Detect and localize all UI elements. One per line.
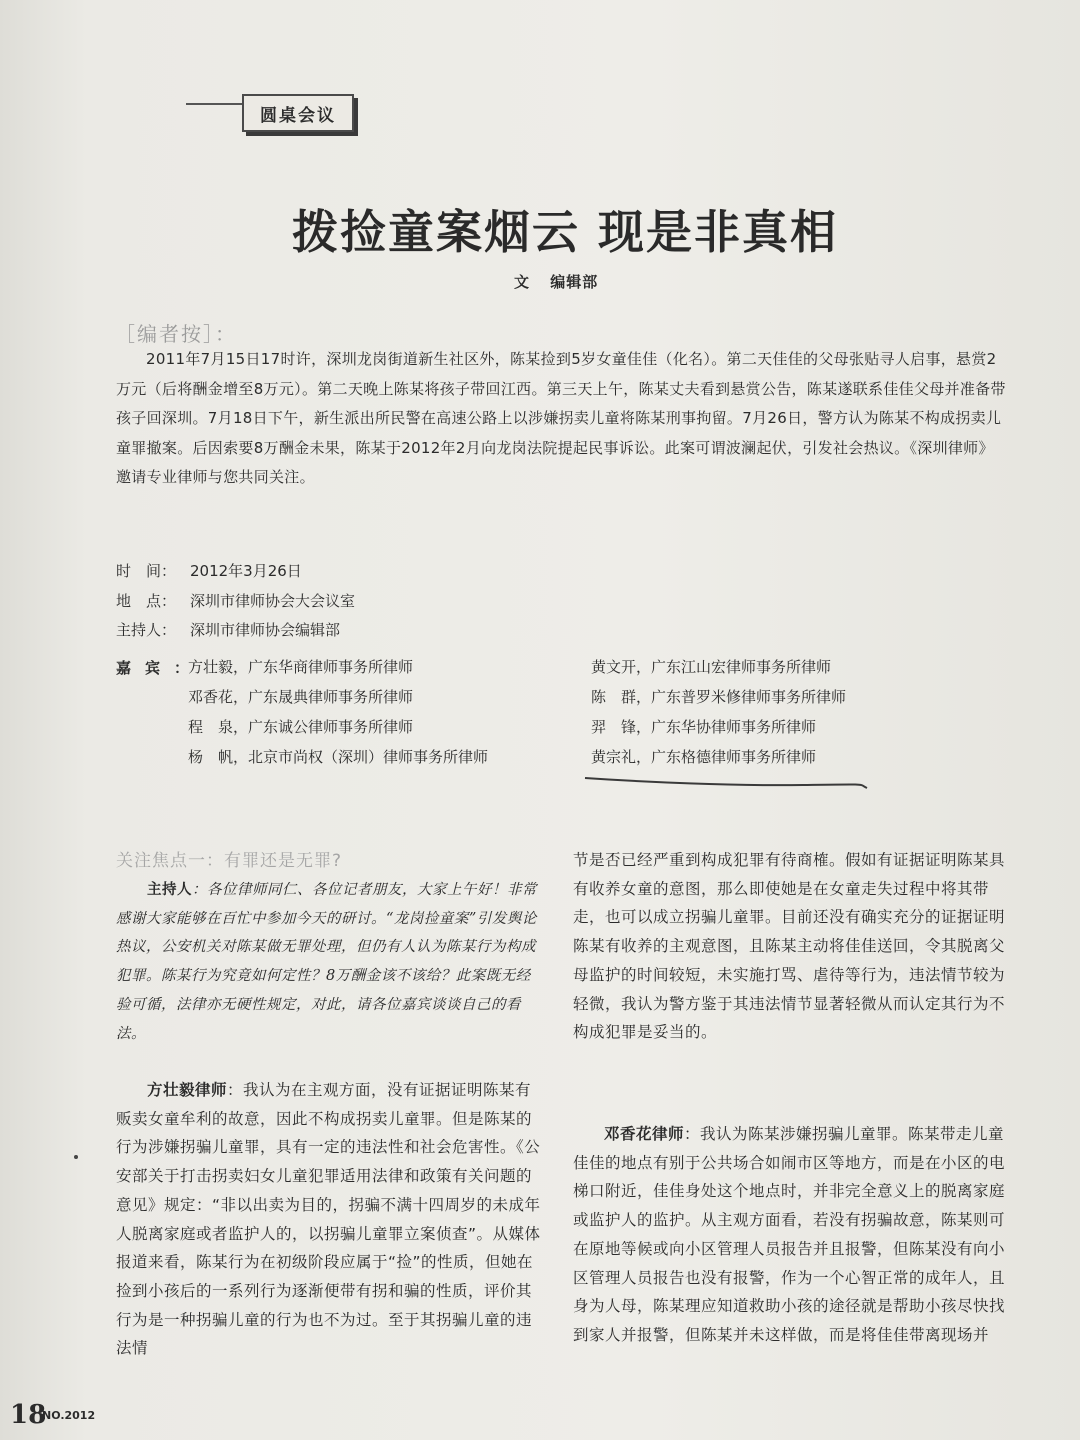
article-title: 拨捡童案烟云 现是非真相 — [291, 205, 838, 259]
guest-item: 羿 锋，广东华协律师事务所律师 — [591, 718, 817, 736]
section-tag: 圆桌会议 — [242, 94, 354, 132]
guest-item: 陈 群，广东普罗米修律师事务所律师 — [591, 688, 847, 706]
guest-item: 程 泉，广东诚公律师事务所律师 — [188, 718, 414, 736]
fang-speech-text: ：我认为在主观方面，没有证据证明陈某有贩卖女童牟利的故意，因此不构成拐卖儿童罪。但是陈某的行为涉嫌拐骗儿童罪，具有一定的违法性和社会危害性。《公安部关于打击拐卖妇女儿童犯罪适用法律和政策有关问题的意见》规定：“非以出卖为目的，拐骗不满十四周岁的未成年人脱离家庭或者监护人的，以拐骗儿童罪立案侦查”。从媒体报道来看，陈某行为在初级阶段应属于“捡”的性质，但她在捡到小孩后的一系列行为逐渐便带有拐和骗的性质，评价其行为是一种拐骗儿童的行为也不为过。至于其拐骗儿童的违法情 — [116, 1081, 541, 1358]
meta-time — [116, 560, 302, 581]
meta-host-label: 主持人： — [116, 621, 177, 639]
meta-place — [116, 590, 355, 611]
deng-speech — [573, 1120, 1010, 1350]
guest-item: 杨 帆，北京市尚权（深圳）律师事务所律师 — [188, 748, 489, 766]
section-tag-line — [186, 103, 242, 105]
guests-label: 嘉宾： — [116, 659, 204, 677]
guests-right-list — [591, 657, 846, 777]
editor-note-text: 2011年7月15日17时许，深圳龙岗街道新生社区外，陈某捡到5岁女童佳佳（化名）。第二天佳佳的父母张贴寻人启事，悬赏2万元（后将酬金增至8万元）。第二天晚上陈某将孩子带回江西。第三天上午，陈某丈夫看到悬赏公告，陈某遂联系佳佳父母并准备带孩子回深圳。7月18日下午，新生派出所民警在高速公路上以涉嫌拐卖儿童将陈某刑事拘留。7月26日，警方认为陈某不构成拐卖儿童罪撤案。后因索要8万酬金未果，陈某于2012年2月向龙岗法院提起民事诉讼。此案可谓波澜起伏，引发社会热议。《深圳律师》邀请专业律师与您共同关注。 — [116, 350, 1006, 486]
meta-host-value: 深圳市律师协会编辑部 — [190, 621, 341, 639]
host-speech-text: ：各位律师同仁、各位记者朋友，大家上午好！非常感谢大家能够在百忙中参加今天的研讨。“龙岗捡童案”引发舆论热议，公安机关对陈某做无罪处理，但仍有人认为陈某行为构成犯罪。陈某行为究竟如何定性？8万酬金该不该给？此案既无经验可循，法律亦无硬性规定，对此，请各位嘉宾谈谈自己的看法。 — [116, 882, 537, 1042]
host-speech — [116, 876, 541, 1048]
byline — [514, 271, 612, 292]
guest-item: 黄宗礼，广东格德律师事务所律师 — [591, 748, 817, 766]
byline-prefix: 文 — [514, 273, 531, 291]
meta-time-label: 时 间： — [116, 562, 177, 580]
deng-speech-text: ：我认为陈某涉嫌拐骗儿童罪。陈某带走儿童佳佳的地点有别于公共场合如闹市区等地方，而是在小区的电梯口附近，佳佳身处这个地点时，并非完全意义上的脱离家庭或监护人的监护。从主观方面看，若没有拐骗故意，陈某则可在原地等候或向小区管理人员报告并且报警，但陈某没有向小区管理人员报告也没有报警，作为一个心智正常的成年人，且身为人母，陈某理应知道救助小孩的途径就是帮助小孩尽快找到家人并报警，但陈某并未这样做，而是将佳佳带离现场并 — [573, 1125, 1006, 1344]
focus-title: 关注焦点一：有罪还是无罪? — [116, 851, 343, 871]
meta-time-value: 2012年3月26日 — [190, 562, 302, 580]
byline-author: 编辑部 — [550, 273, 599, 291]
meta-place-value: 深圳市律师协会大会议室 — [190, 592, 356, 610]
meta-place-label: 地 点： — [116, 592, 177, 610]
right-continuation-text: 节是否已经严重到构成犯罪有待商榷。假如有证据证明陈某具有收养女童的意图，那么即使她是在女童走失过程中将其带走，也可以成立拐骗儿童罪。目前还没有确实充分的证据证明陈某有收养的主观意图，且陈某主动将佳佳送回，令其脱离父母监护的时间较短，未实施打骂、虐待等行为，违法情节较为轻微，我认为警方鉴于其违法情节显著轻微从而认定其行为不构成犯罪是妥当的。 — [573, 851, 1006, 1042]
host-speaker: 主持人 — [147, 882, 192, 898]
guest-item: 方壮毅，广东华商律师事务所律师 — [188, 658, 414, 676]
pen-underline-stroke — [583, 770, 873, 794]
right-continuation — [573, 846, 1010, 1047]
guests-left-list — [188, 657, 488, 777]
deng-speaker: 邓香花律师 — [604, 1125, 685, 1143]
issue-label: NO.2012 — [42, 1409, 96, 1422]
fang-speaker: 方壮毅律师 — [147, 1081, 228, 1099]
page-number: 18 — [10, 1400, 47, 1430]
meta-host — [116, 619, 340, 640]
guest-item: 邓香花，广东晟典律师事务所律师 — [188, 688, 414, 706]
editor-note-label: ［编者按］： — [115, 322, 237, 346]
fang-speech — [116, 1076, 541, 1363]
ink-dot — [74, 1155, 78, 1159]
guest-item: 黄文开，广东江山宏律师事务所律师 — [591, 658, 832, 676]
